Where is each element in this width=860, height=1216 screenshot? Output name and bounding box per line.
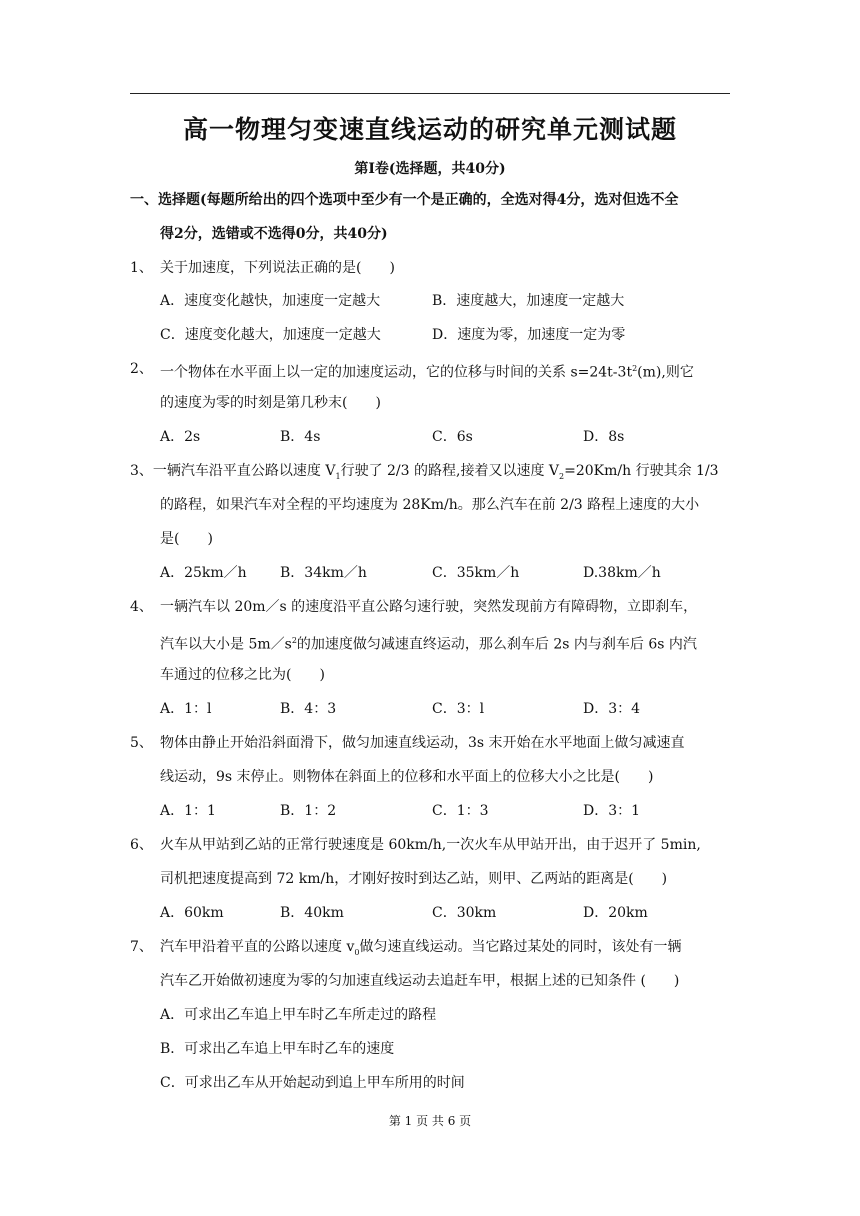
- subscript: 1: [335, 471, 341, 481]
- question-text-part: 行驶了 2/3 的路程,接着又以速度 V: [340, 463, 560, 479]
- subscript: 0: [354, 947, 360, 957]
- question-text: 的速度为零的时刻是第几秒末( ): [160, 395, 381, 411]
- question-text-part: 做匀速直线运动。当它路过某处的同时，该处有一辆: [359, 939, 682, 955]
- question-number: 4、: [130, 599, 153, 615]
- question-text-part: 的加速度做匀减速直终运动，那么刹车后 2s 内与刹车后 6s 内汽: [296, 636, 697, 653]
- page-footer: 第 1 页 共 6 页: [388, 1114, 472, 1128]
- option-b: B．40km: [280, 905, 344, 921]
- option-c: C．速度变化越大，加速度一定越大: [160, 327, 381, 343]
- option-c: C．3：l: [432, 701, 485, 717]
- question-text-part: =20Km/h 行驶其余 1/3: [564, 463, 719, 479]
- option-c: C．35km／h: [432, 565, 520, 581]
- option-a: A．25km／h: [160, 565, 247, 581]
- question-text: [130, 462, 719, 486]
- option-d: D．3：4: [583, 701, 641, 717]
- option-a: A．可求出乙车追上甲车时乙车所走过的路程: [160, 1007, 437, 1023]
- question-number: 1、: [130, 260, 153, 276]
- option-c: C．可求出乙车从开始起动到追上甲车所用的时间: [160, 1075, 465, 1091]
- question-text: 司机把速度提高到 72 km/h，才刚好按时到达乙站，则甲、乙两站的距离是( ): [160, 871, 668, 887]
- option-a: A．速度变化越快，加速度一定越大: [160, 293, 381, 309]
- option-b: B．4：3: [280, 701, 337, 717]
- question-number: 3、: [130, 463, 153, 479]
- question-text: 的路程，如果汽车对全程的平均速度为 28Km/h。那么汽车在前 2/3 路程上速度的大小: [160, 497, 700, 513]
- option-b: B．速度越大，加速度一定越大: [432, 293, 625, 309]
- option-d: D．20km: [583, 905, 648, 921]
- question-text: 汽车乙开始做初速度为零的匀加速直线运动去追赶车甲，根据上述的已知条件 ( ): [160, 973, 680, 989]
- option-d: D．速度为零，加速度一定为零: [432, 327, 626, 343]
- superscript: 2: [632, 364, 638, 373]
- option-c: C．6s: [432, 429, 473, 445]
- question-text-part: 汽车以大小是 5m／s: [160, 636, 292, 653]
- option-d: D.38km／h: [583, 565, 661, 581]
- option-b: B．可求出乙车追上甲车时乙车的速度: [160, 1041, 395, 1057]
- section-instructions-line1: 一、选择题(每题所给出的四个选项中至少有一个是正确的，全选对得4分，选对但选不全: [130, 192, 679, 208]
- option-c: C．1：3: [432, 803, 489, 819]
- question-number: 5、: [130, 735, 153, 751]
- question-text-part: (m),则它: [637, 364, 694, 381]
- question-number: 2、: [130, 361, 153, 377]
- option-a: A．1：1: [160, 803, 216, 819]
- question-text-part: 汽车甲沿着平直的公路以速度 v: [160, 939, 355, 955]
- question-text: 车通过的位移之比为( ): [160, 667, 325, 683]
- question-text: 线运动，9s 末停止。则物体在斜面上的位移和水平面上的位移大小之比是( ): [160, 769, 654, 785]
- section-instructions-line2: 得2分，选错或不选得0分，共40分): [160, 226, 388, 242]
- header-rule: [130, 93, 730, 94]
- question-text: 是( ): [160, 531, 213, 547]
- option-b: B．4s: [280, 429, 321, 445]
- subscript: 2: [559, 471, 565, 481]
- question-number: 6、: [130, 837, 153, 853]
- question-text: 关于加速度，下列说法正确的是( ): [160, 260, 395, 276]
- option-b: B．1：2: [280, 803, 337, 819]
- question-text: [160, 632, 697, 654]
- option-a: A．1：l: [160, 701, 212, 717]
- option-d: D．3：1: [583, 803, 641, 819]
- question-text-part: 一辆汽车沿平直公路以速度 V: [152, 463, 336, 479]
- question-text: [160, 360, 694, 382]
- question-text-part: 一个物体在水平面上以一定的加速度运动，它的位移与时间的关系 s=24t-3t: [160, 364, 633, 381]
- option-a: A．2s: [160, 429, 201, 445]
- option-a: A．60km: [160, 905, 224, 921]
- question-text: 火车从甲站到乙站的正常行驶速度是 60km/h,一次火车从甲站开出，由于迟开了 5min,: [160, 837, 701, 853]
- question-text: 一辆汽车以 20m／s 的速度沿平直公路匀速行驶，突然发现前方有障碍物，立即刹车，: [160, 599, 698, 615]
- page-title: 高一物理匀变速直线运动的研究单元测试题: [182, 115, 677, 144]
- option-c: C．30km: [432, 905, 497, 921]
- section-subtitle: 第Ⅰ卷(选择题，共40分): [354, 161, 506, 177]
- superscript: 2: [291, 636, 297, 645]
- option-b: B．34km／h: [280, 565, 367, 581]
- question-text: [160, 938, 681, 962]
- option-d: D．8s: [583, 429, 625, 445]
- question-text: 物体由静止开始沿斜面滑下，做匀加速直线运动，3s 末开始在水平地面上做匀减速直: [160, 735, 685, 751]
- question-number: 7、: [130, 939, 153, 955]
